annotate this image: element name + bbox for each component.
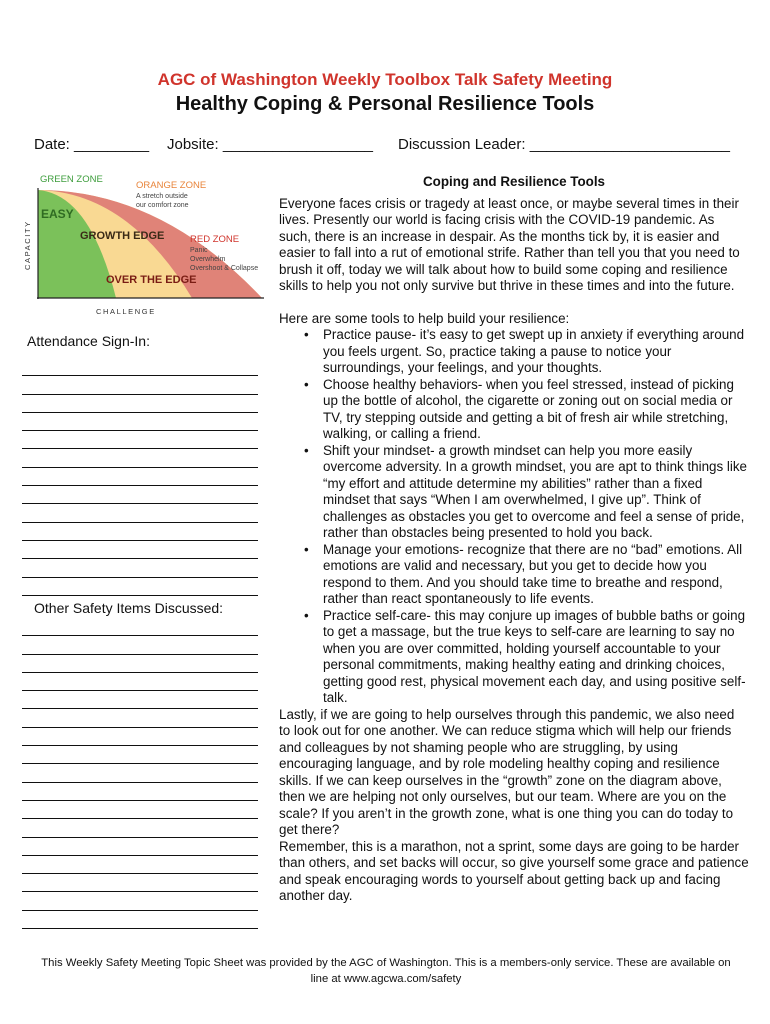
closing-paragraph: Lastly, if we are going to help ourselves through this pandemic, we also need to look out for one another. We can reduce stigma which will help our friends and colleagues by not shaming people who are struggling, by using encouraging language, and by role modeling healthy coping and resilience skills. If we can keep ourselves in the “growth” zone on the diagram above, then we are helping not only ourselves, but our team. Where are you on the scale? If you aren’t in the growth zone, what is one thing you can do today to get there? — [279, 706, 735, 837]
list-item: • Manage your emotions- recognize that there are no “bad” emotions. All emotions are valid and necessary, but you get to decide how you respond to them. And you should take time to breathe and respond, rather than react spontaneously to life events. — [279, 542, 749, 608]
note-line[interactable] — [22, 655, 258, 673]
over-the-edge-label: OVER THE EDGE — [106, 274, 197, 286]
sign-line[interactable] — [22, 358, 258, 376]
note-line[interactable] — [22, 892, 258, 910]
note-line[interactable] — [22, 618, 258, 636]
note-line[interactable] — [22, 874, 258, 892]
footer-line-1: This Weekly Safety Meeting Topic Sheet was provided by the AGC of Washington. This is a members-only service. These are available on — [41, 957, 731, 969]
green-zone-label: GREEN ZONE — [40, 174, 103, 185]
orange-zone-desc-1: A stretch outside — [136, 193, 188, 200]
attendance-label: Attendance Sign-In: — [27, 333, 150, 349]
growth-edge-label: GROWTH EDGE — [80, 230, 165, 242]
other-items-lines[interactable] — [22, 618, 258, 929]
note-line[interactable] — [22, 911, 258, 929]
attendance-sign-lines[interactable] — [22, 358, 258, 596]
red-zone-label: RED ZONE — [190, 234, 240, 245]
red-zone-desc-1: Panic — [190, 247, 208, 254]
note-line[interactable] — [22, 746, 258, 764]
y-axis-label: CAPACITY — [23, 220, 32, 270]
sign-line[interactable] — [22, 541, 258, 559]
section-title: Coping and Resilience Tools — [422, 174, 606, 189]
x-axis-label: CHALLENGE — [96, 307, 156, 316]
note-line[interactable] — [22, 819, 258, 837]
note-line[interactable] — [22, 636, 258, 654]
orange-zone-desc-2: our comfort zone — [136, 202, 189, 209]
sign-line[interactable] — [22, 559, 258, 577]
intro-paragraph: Everyone faces crisis or tragedy at least once, or maybe several times in their lives. Presently our world is facing crisis with the COVID-19 pandemic. As such, there is an increase in despair. As the months tick by, it is easier and easier to fall into a rut of emotional strife. Rather than tell you that you need to brush it off, today we will talk about how to build some coping and resilience skills to help you not only survive but thrive in these times and into the future. — [279, 195, 740, 293]
note-line[interactable] — [22, 673, 258, 691]
sign-line[interactable] — [22, 413, 258, 431]
note-line[interactable] — [22, 691, 258, 709]
red-zone-desc-2: Overwhelm — [190, 256, 226, 263]
sign-line[interactable] — [22, 431, 258, 449]
tools-list — [279, 327, 749, 707]
resilience-zone-diagram — [10, 170, 272, 320]
note-line[interactable] — [22, 838, 258, 856]
article-body — [279, 174, 749, 905]
date-field[interactable]: Date: _________ — [34, 136, 150, 153]
easy-band-label: EASY — [41, 207, 74, 221]
jobsite-field[interactable]: Jobsite: __________________ — [167, 136, 374, 153]
sign-line[interactable] — [22, 468, 258, 486]
note-line[interactable] — [22, 801, 258, 819]
tools-lead: Here are some tools to help build your resilience: — [279, 310, 570, 326]
list-item: • Practice pause- it’s easy to get swept up in anxiety if everything around you feels urgent. So, practice taking a pause to notice your surroundings, your feelings, and your thoughts. — [279, 327, 749, 377]
sign-line[interactable] — [22, 395, 258, 413]
orange-zone-label: ORANGE ZONE — [136, 180, 207, 191]
sign-line[interactable] — [22, 449, 258, 467]
list-item: • Shift your mindset- a growth mindset can help you more easily overcome adversity. In a growth mindset, you are apt to think things like “my effort and attitude determine my abilities” rather than a fixed mindset that says “When I am overwhelmed, I give up”. Think of challenges as obstacles you get to overcome and feel a sense of pride, rather than obstacles being presented to hold you back. — [279, 443, 749, 542]
other-items-label: Other Safety Items Discussed: — [34, 600, 224, 616]
sign-line[interactable] — [22, 578, 258, 596]
list-item: • Choose healthy behaviors- when you feel stressed, instead of picking up the bottle of alcohol, the cigarette or zoning out on social media or TV, try stepping outside and getting a bit of fresh air while stretching, walking, or calling a friend. — [279, 377, 749, 443]
remember-paragraph: Remember, this is a marathon, not a sprint, some days are going to be harder than others, and set backs will occur, so give yourself some grace and patience and speak encouraging words to yourself about getting back up and facing another day. — [279, 838, 749, 903]
red-zone-desc-3: Overshoot & Collapse — [190, 265, 259, 272]
note-line[interactable] — [22, 783, 258, 801]
discussion-leader-field[interactable]: Discussion Leader: ________________________ — [398, 136, 730, 153]
note-line[interactable] — [22, 764, 258, 782]
note-line[interactable] — [22, 728, 258, 746]
note-line[interactable] — [22, 856, 258, 874]
page-title: Healthy Coping & Personal Resilience Tools — [175, 93, 595, 115]
tools-section — [279, 311, 749, 707]
note-line[interactable] — [22, 709, 258, 727]
sign-line[interactable] — [22, 376, 258, 394]
sign-line[interactable] — [22, 523, 258, 541]
footer-note — [30, 955, 742, 987]
sign-line[interactable] — [22, 486, 258, 504]
footer-line-2: line at www.agcwa.com/safety — [310, 973, 462, 985]
org-title: AGC of Washington Weekly Toolbox Talk Safety Meeting — [157, 70, 613, 89]
sign-line[interactable] — [22, 504, 258, 522]
list-item: • Practice self-care- this may conjure up images of bubble baths or going to get a massage, but the true keys to self-care are learning to say no when you are over committed, holding yourself accountable to your personal commitments, making healthy eating and drinking choices, getting good rest, physical movement each day, and using positive self-talk. — [279, 608, 749, 707]
